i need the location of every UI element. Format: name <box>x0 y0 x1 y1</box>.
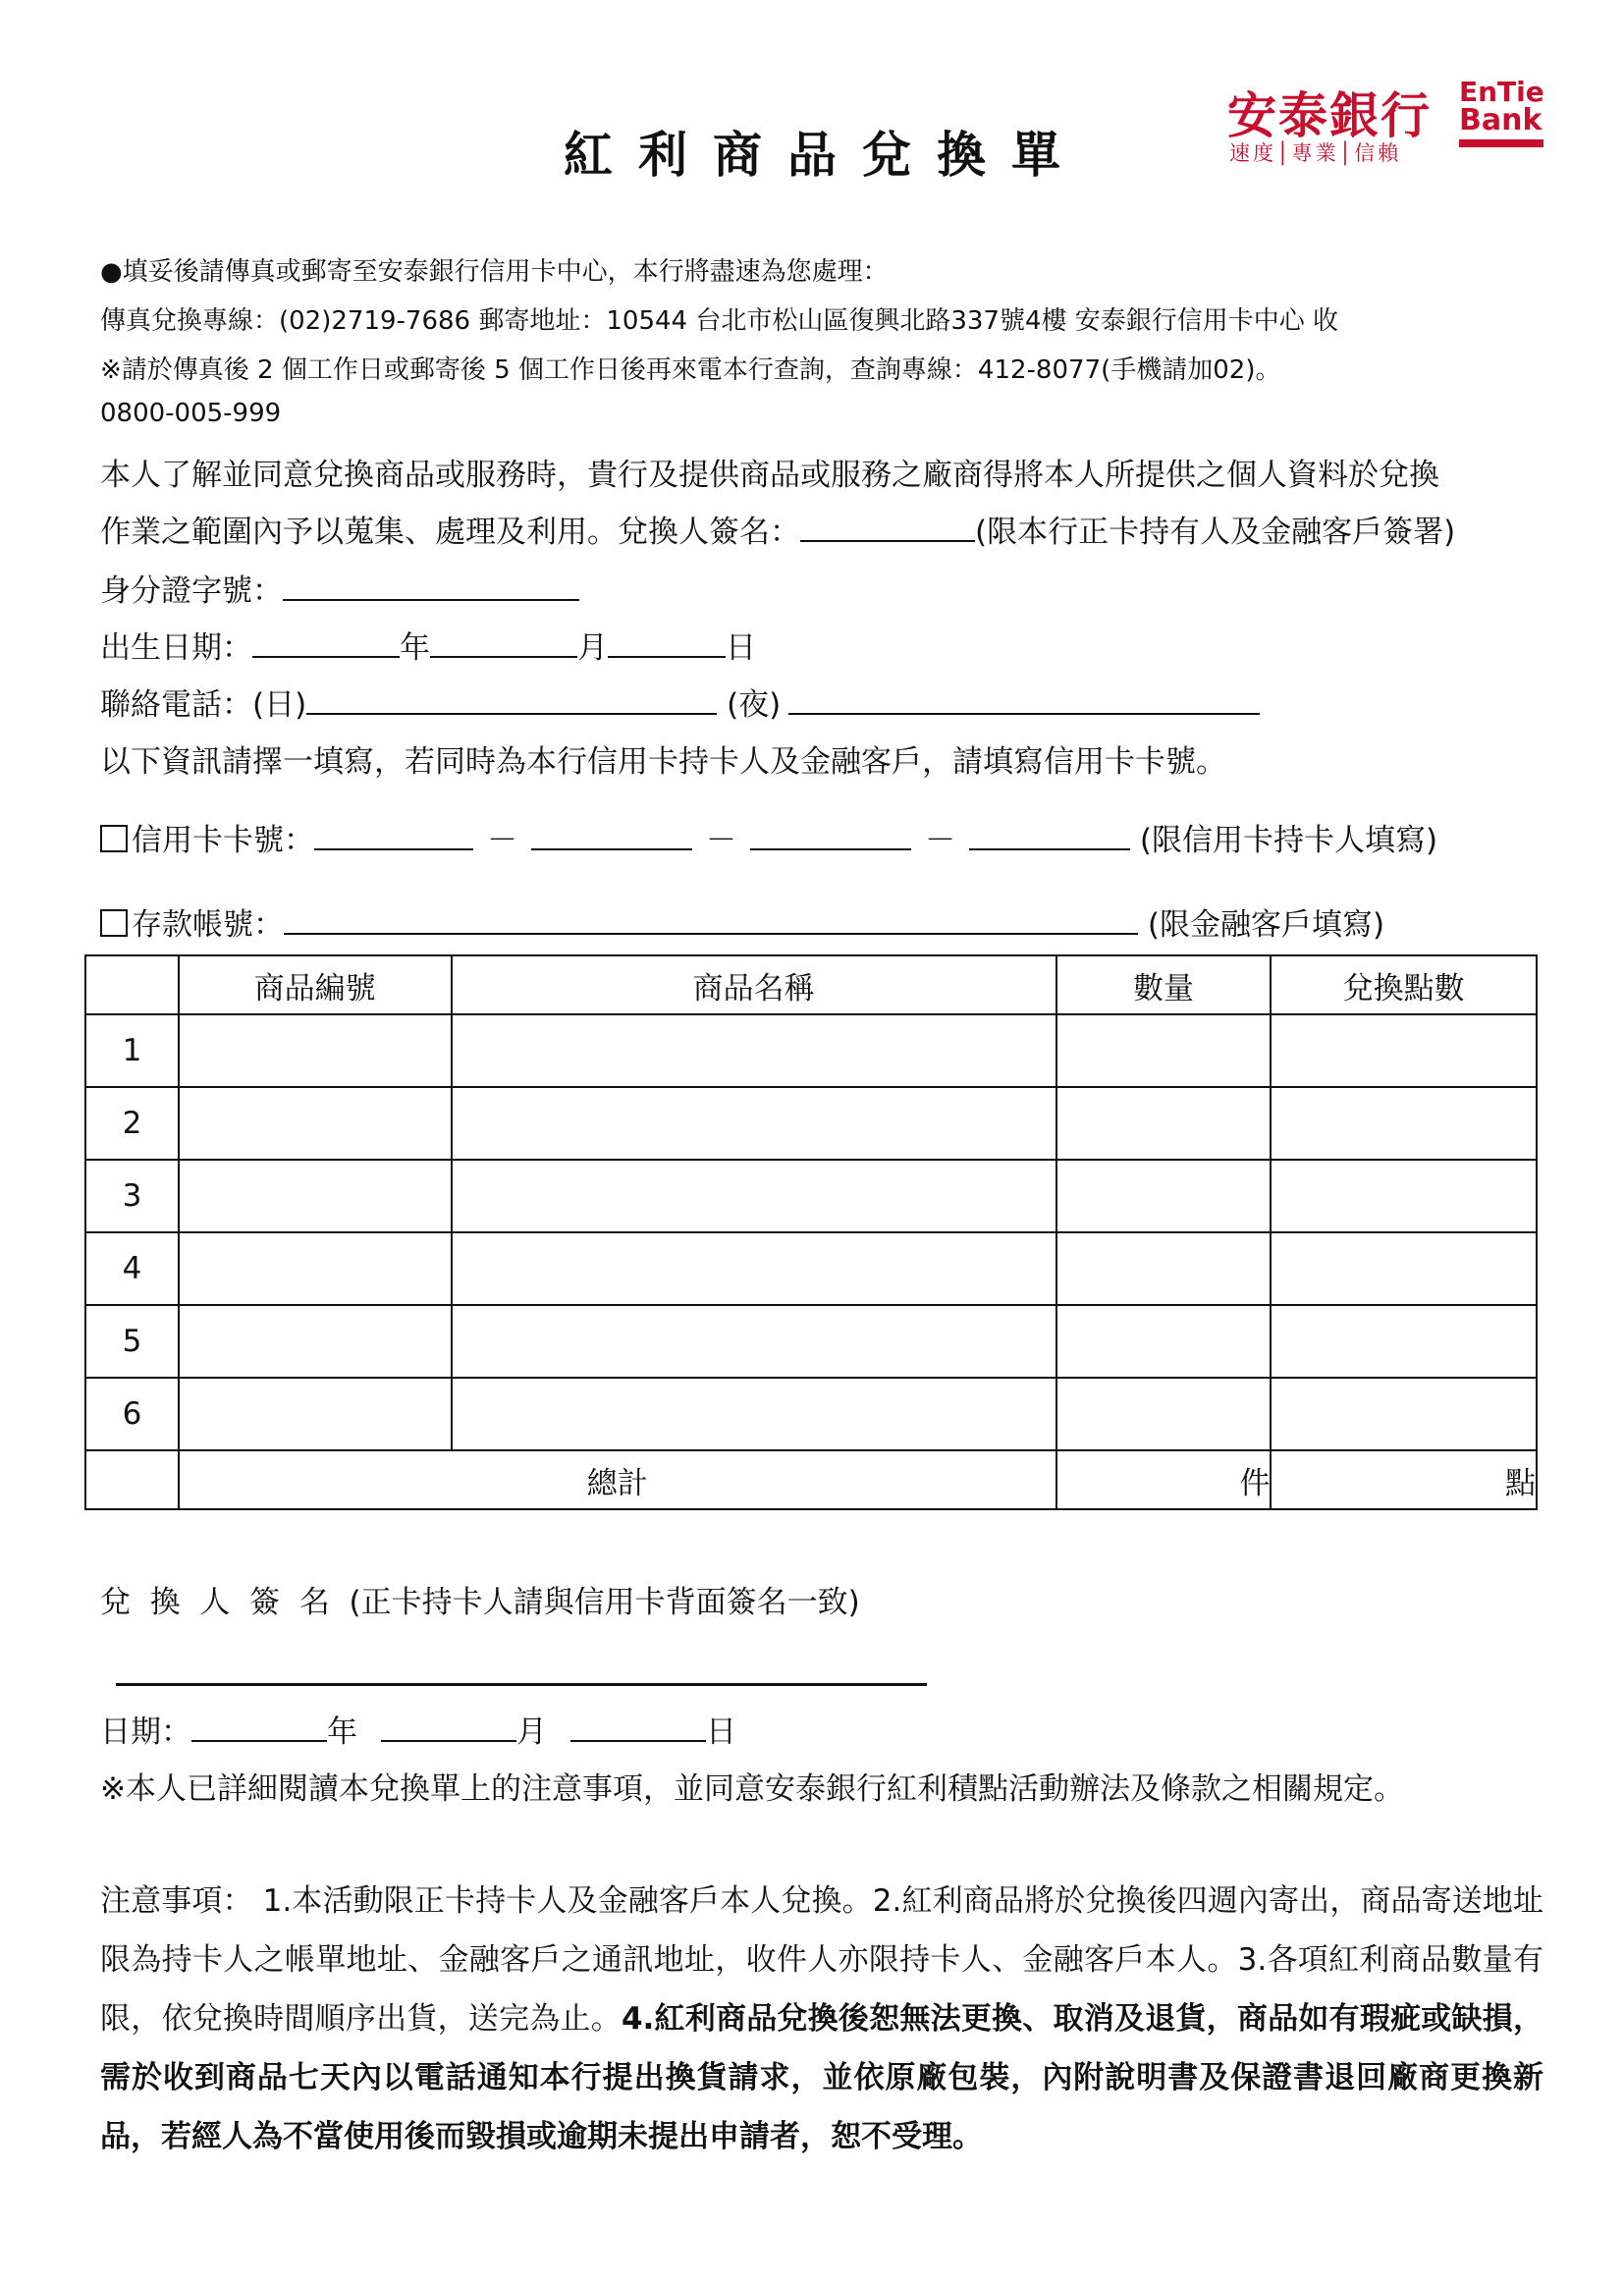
birth-month-blank[interactable] <box>430 628 577 658</box>
form-title: 紅利商品兌換單 <box>564 127 1086 184</box>
sign-day-label: 日 <box>706 1714 736 1750</box>
phone-day-label: 聯絡電話：(日) <box>100 687 307 723</box>
row-number: 4 <box>85 1232 179 1305</box>
items-table <box>84 954 1538 1510</box>
entie-bank-logo <box>1227 77 1551 169</box>
year-label: 年 <box>400 630 430 666</box>
birth-date-label: 出生日期： <box>100 630 252 666</box>
points-cell[interactable] <box>1271 1378 1537 1450</box>
notes-text: 注意事項： 1.本活動限正卡持卡人及金融客戶本人兌換。2.紅利商品將於兌換後四週內寄出，商品寄送地址限為持卡人之帳單地址、金融客戶之通訊地址，收件人亦限持卡人、金融客戶本人。3.各項紅利商品數量有限，依兌換時間順序出貨，送完為止。 <box>100 1883 1543 2037</box>
row-number: 6 <box>85 1378 179 1450</box>
row-number: 5 <box>85 1305 179 1378</box>
quantity-cell[interactable] <box>1056 1378 1272 1450</box>
signature-label: 兌 換 人 簽 名 (正卡持卡人請與信用卡背面簽名一致) <box>100 1585 860 1620</box>
birth-date-row <box>100 623 756 667</box>
header-item-code: 商品編號 <box>179 955 452 1014</box>
item-code-cell[interactable] <box>179 1305 452 1378</box>
points-cell[interactable] <box>1271 1087 1537 1160</box>
quantity-cell[interactable] <box>1056 1014 1272 1087</box>
quantity-cell[interactable] <box>1056 1160 1272 1232</box>
table-row <box>85 1014 1537 1087</box>
logo-name-en-bottom: Bank <box>1459 103 1543 137</box>
item-name-cell[interactable] <box>452 1378 1056 1450</box>
header-quantity: 數量 <box>1056 955 1272 1014</box>
card-part-4[interactable] <box>969 821 1130 850</box>
points-cell[interactable] <box>1271 1160 1537 1232</box>
row-number: 3 <box>85 1160 179 1232</box>
account-label: 存款帳號： <box>132 907 284 943</box>
phone-night-blank[interactable] <box>788 685 1260 715</box>
row-number: 1 <box>85 1014 179 1087</box>
points-cell[interactable] <box>1271 1232 1537 1305</box>
dash-3: － <box>925 823 955 858</box>
id-number-label: 身分證字號： <box>100 573 283 609</box>
phone-day-blank[interactable] <box>306 685 717 715</box>
header-index <box>85 955 179 1014</box>
credit-card-label: 信用卡卡號： <box>132 823 314 858</box>
notes-bold-text: 4.紅利商品兌換後恕無法更換、取消及退貨，商品如有瑕疵或缺損，需於收到商品七天內以電話通知本行提出換貨請求，並依原廠包裝，內附說明書及保證書退回廠商更換新品，若經人為不當使用後而毀損或逾期未提出申請者，恕不受理。 <box>100 2001 1543 2154</box>
item-code-cell[interactable] <box>179 1087 452 1160</box>
row-number: 2 <box>85 1087 179 1160</box>
total-label: 總計 <box>179 1450 1056 1509</box>
logo-name-cn: 安泰銀行 <box>1227 87 1432 144</box>
signature-line[interactable] <box>116 1683 927 1686</box>
table-row <box>85 1232 1537 1305</box>
card-part-2[interactable] <box>531 821 692 850</box>
sign-date-row <box>100 1707 736 1751</box>
birth-day-blank[interactable] <box>608 628 726 658</box>
logo-name-en-top: EnTie <box>1459 76 1544 108</box>
choose-note: 以下資訊請擇一填寫，若同時為本行信用卡持卡人及金融客戶，請填寫信用卡卡號。 <box>100 744 1226 780</box>
table-row <box>85 1305 1537 1378</box>
item-name-cell[interactable] <box>452 1305 1056 1378</box>
birth-year-blank[interactable] <box>252 628 400 658</box>
sign-year-blank[interactable] <box>191 1713 327 1742</box>
dash-2: － <box>706 823 736 858</box>
item-code-cell[interactable] <box>179 1014 452 1087</box>
header-points: 兌換點數 <box>1271 955 1537 1014</box>
consent-line-1: 本人了解並同意兌換商品或服務時，貴行及提供商品或服務之廠商得將本人所提供之個人資料於兌換 <box>100 458 1439 493</box>
sign-month-label: 月 <box>516 1714 547 1750</box>
logo-slogan: 速度│專業│信賴 <box>1229 141 1402 165</box>
card-part-3[interactable] <box>750 821 911 850</box>
quantity-unit: 件 <box>1239 1465 1271 1501</box>
sign-day-blank[interactable] <box>570 1713 706 1742</box>
instruction-line-1: ●填妥後請傳真或郵寄至安泰銀行信用卡中心，本行將盡速為您處理： <box>100 257 889 287</box>
account-checkbox[interactable] <box>100 909 128 937</box>
account-row <box>100 899 1384 944</box>
table-row <box>85 1087 1537 1160</box>
logo-bar <box>1459 139 1543 147</box>
table-row <box>85 1160 1537 1232</box>
item-code-cell[interactable] <box>179 1378 452 1450</box>
item-code-cell[interactable] <box>179 1160 452 1232</box>
credit-card-checkbox[interactable] <box>100 825 128 852</box>
agreement-statement: ※本人已詳細閱讀本兌換單上的注意事項，並同意安泰銀行紅利積點活動辦法及條款之相關規定。 <box>100 1771 1404 1807</box>
total-quantity-cell[interactable] <box>1056 1450 1272 1509</box>
sign-year-label: 年 <box>327 1714 357 1750</box>
account-blank[interactable] <box>284 905 1138 935</box>
header-item-name: 商品名稱 <box>452 955 1056 1014</box>
item-name-cell[interactable] <box>452 1014 1056 1087</box>
id-number-row <box>100 566 579 610</box>
sign-date-label: 日期： <box>100 1714 191 1750</box>
card-part-1[interactable] <box>314 821 473 850</box>
sign-month-blank[interactable] <box>381 1713 516 1742</box>
signature-blank[interactable] <box>800 513 975 542</box>
points-unit: 點 <box>1505 1465 1536 1501</box>
consent-note: (限本行正卡持有人及金融客戶簽署) <box>975 515 1456 550</box>
credit-card-row <box>100 815 1437 859</box>
item-name-cell[interactable] <box>452 1232 1056 1305</box>
consent-line-2 <box>100 507 1455 551</box>
total-points-cell[interactable] <box>1271 1450 1537 1509</box>
total-index-cell <box>85 1450 179 1509</box>
dash-1: － <box>487 823 517 858</box>
month-label: 月 <box>577 630 608 666</box>
consent-text: 作業之範圍內予以蒐集、處理及利用。兌換人簽名： <box>100 515 800 550</box>
quantity-cell[interactable] <box>1056 1232 1272 1305</box>
account-note: (限金融客戶填寫) <box>1147 907 1385 943</box>
item-code-cell[interactable] <box>179 1232 452 1305</box>
quantity-cell[interactable] <box>1056 1087 1272 1160</box>
id-number-blank[interactable] <box>283 571 579 601</box>
instruction-line-4: 0800-005-999 <box>100 399 282 428</box>
credit-card-note: (限信用卡持卡人填寫) <box>1139 823 1438 858</box>
notes-section <box>100 1872 1543 2166</box>
table-row <box>85 1378 1537 1450</box>
phone-row <box>100 680 1260 724</box>
day-label: 日 <box>726 630 756 666</box>
quantity-cell[interactable] <box>1056 1305 1272 1378</box>
points-cell[interactable] <box>1271 1305 1537 1378</box>
item-name-cell[interactable] <box>452 1087 1056 1160</box>
table-header-row <box>85 955 1537 1014</box>
points-cell[interactable] <box>1271 1014 1537 1087</box>
item-name-cell[interactable] <box>452 1160 1056 1232</box>
instruction-line-2: 傳真兌換專線：(02)2719-7686 郵寄地址：10544 台北市松山區復興北路337號4樓 安泰銀行信用卡中心 收 <box>100 306 1339 336</box>
instruction-line-3: ※請於傳真後 2 個工作日或郵寄後 5 個工作日後再來電本行查詢，查詢專線：412-8077(手機請加02)。 <box>100 355 1281 385</box>
total-row <box>85 1450 1537 1509</box>
phone-night-label: (夜) <box>727 687 782 723</box>
